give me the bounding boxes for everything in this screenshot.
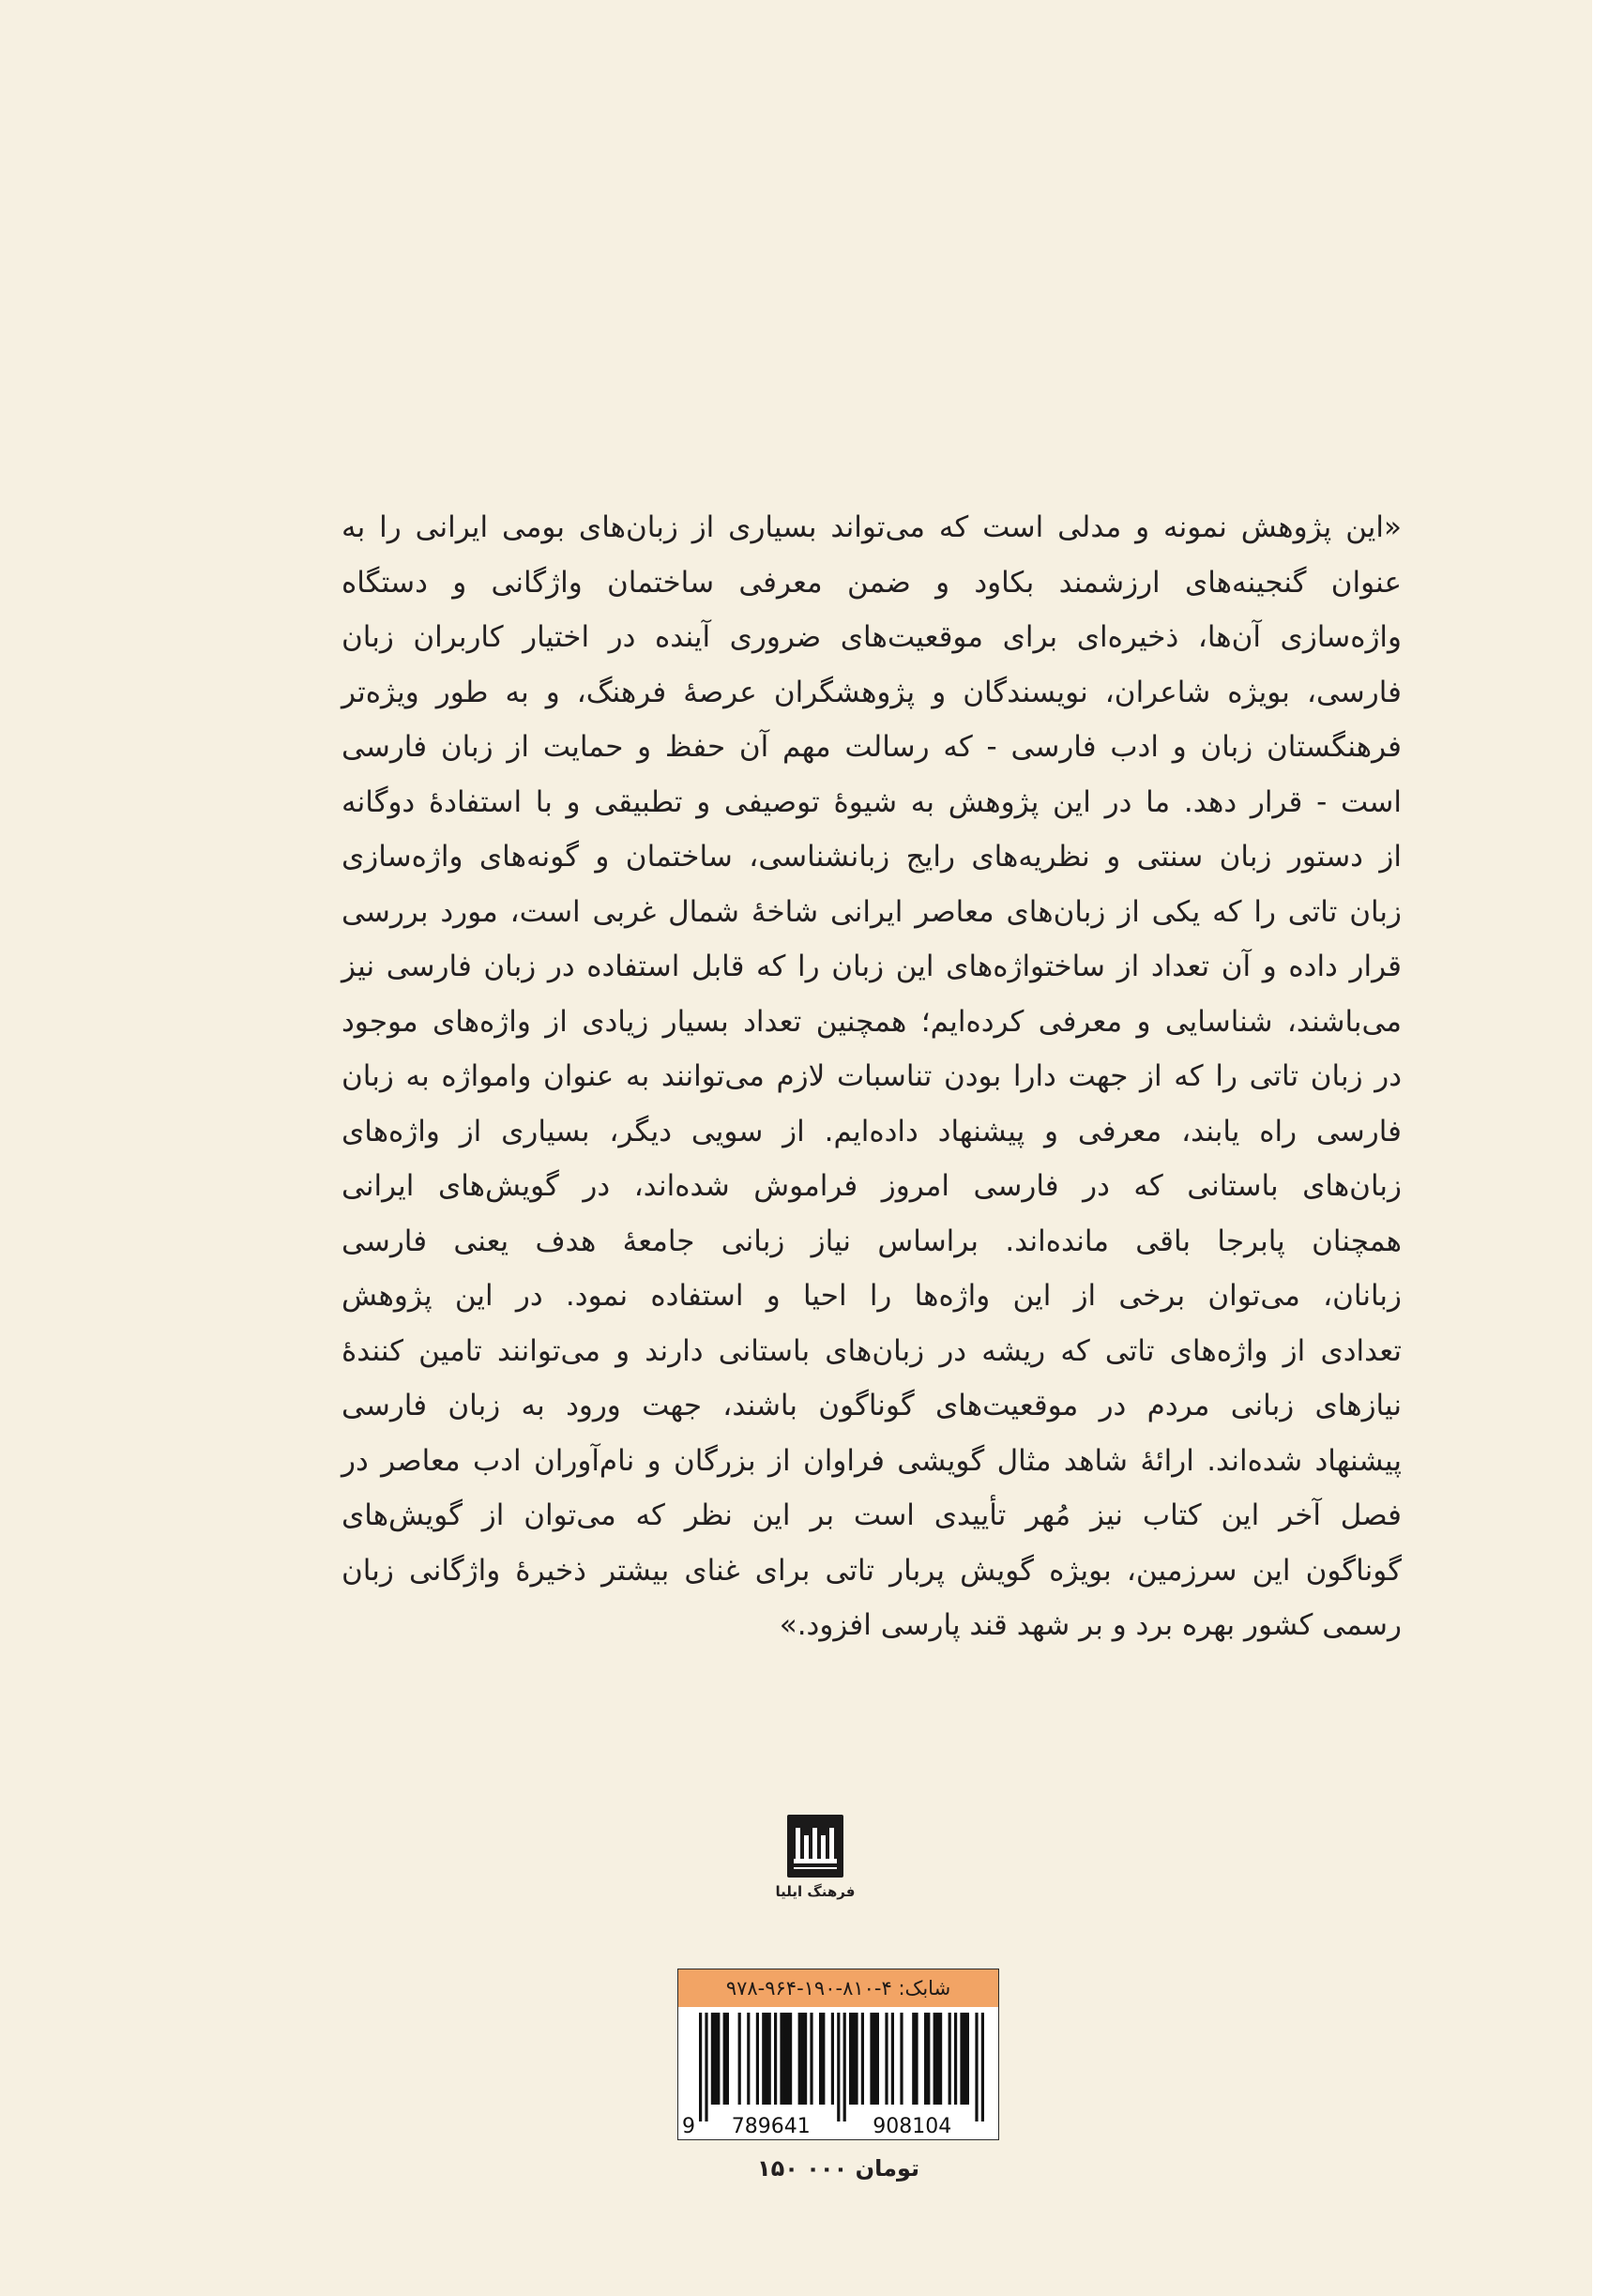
blurb-line: گوناگون این سرزمین، بویژه گویش پربار تاتی برای غنای بیشتر ذخیرهٔ واژگانی زبان (342, 1553, 1402, 1588)
barcode-bar (891, 2013, 894, 2105)
barcode-bar (934, 2013, 943, 2105)
blurb-line: فارسی راه یابند، معرفی و پیشنهاد داده‌ایم. از سویی دیگر، بسیاری از واژه‌های (342, 1114, 1402, 1148)
barcode-bar (738, 2013, 741, 2105)
barcode-bar (798, 2013, 808, 2105)
barcode-bar (774, 2013, 777, 2105)
blurb-line-last: رسمی کشور بهره برد و بر شهد قند پارسی افزود.» (779, 1608, 1402, 1642)
barcode-bar (849, 2013, 858, 2105)
blurb-line: از دستور زبان سنتی و نظریه‌های رایج زبانشناسی، ساختمان و گونه‌های واژه‌سازی (342, 840, 1402, 874)
barcode-guard-bar (981, 2013, 984, 2121)
barcode-bar (756, 2013, 759, 2105)
blurb-line: همچنان پابرجا باقی مانده‌اند. براساس نیاز زبانی جامعهٔ هدف یعنی فارسی (342, 1224, 1402, 1258)
barcode-bar (885, 2013, 888, 2105)
blurb-line: نیازهای زبانی مردم در موقعیت‌های گوناگون باشند، جهت ورود به زبان فارسی (342, 1389, 1402, 1422)
barcode-bar (949, 2013, 951, 2105)
publisher-logo (787, 1815, 843, 1878)
blurb-line: در زبان تاتی را که از جهت دارا بودن تناسبات لازم می‌توانند به عنوان وامواژه به زبان (342, 1059, 1402, 1093)
blurb-line: فرهنگستان زبان و ادب فارسی - که رسالت مهم آن حفظ و حمایت از زبان فارسی (342, 730, 1402, 764)
barcode-bar (861, 2013, 864, 2105)
barcode-bar (912, 2013, 918, 2105)
blurb-line: است - قرار دهد. ما در این پژوهش به شیوهٔ توصیفی و تطبیقی و با استفادهٔ دوگانه (342, 784, 1402, 819)
blurb-text (342, 500, 1402, 1653)
price-label: ۱۵۰ ۰۰۰ تومان (756, 2155, 920, 2182)
barcode-bar (723, 2013, 729, 2105)
publisher-name: فرهنگ ایلیا (775, 1883, 856, 1900)
blurb-line: زبان‌های باستانی که در فارسی امروز فراموش شده‌اند، در گویش‌های ایرانی (342, 1169, 1402, 1203)
barcode-bar (780, 2013, 792, 2105)
barcode-bar (711, 2013, 721, 2105)
blurb-line: فصل آخر این کتاب نیز مُهر تأییدی است بر این نظر که می‌توان از گویش‌های (342, 1498, 1402, 1532)
barcode-bar (810, 2013, 812, 2105)
barcode (678, 2007, 998, 2139)
blurb-line: فارسی، بویژه شاعران، نویسندگان و پژوهشگران عرصهٔ فرهنگ، و به طور ویژه‌تر (342, 675, 1402, 709)
blurb-line: «این پژوهش نمونه و مدلی است که می‌تواند بسیاری از زبان‌های بومی ایرانی را به (342, 510, 1402, 544)
barcode-bar (954, 2013, 957, 2105)
barcode-right-digits: 908104 (873, 2115, 952, 2138)
blurb-line: واژه‌سازی آن‌ها، ذخیره‌ای برای موقعیت‌های ضروری آینده در اختیار کاربران زبان (342, 620, 1402, 654)
barcode-guard-bar (837, 2013, 840, 2121)
barcode-bar (747, 2013, 750, 2105)
barcode-bar (831, 2013, 834, 2105)
barcode-guard-bar (975, 2013, 978, 2121)
cover-edge (1592, 0, 1609, 2296)
barcode-bar (819, 2013, 825, 2105)
isbn-barcode-box (677, 1969, 999, 2140)
blurb-line: زبانان، می‌توان برخی از این واژه‌ها را احیا و استفاده نمود. در این پژوهش (342, 1279, 1402, 1313)
blurb-line: پیشنهاد شده‌اند. ارائهٔ شاهد مثال گویشی فراوان از بزرگان و نام‌آوران ادب معاصر در (342, 1443, 1402, 1478)
barcode-bar (924, 2013, 930, 2105)
publisher-logo-mark-icon (787, 1815, 843, 1878)
isbn-label: شابک: ۴-۸۱۰-۱۹۰-۹۶۴-۹۷۸ (678, 1969, 998, 2007)
barcode-guard-bar (843, 2013, 846, 2121)
barcode-left-digits: 789641 (731, 2115, 811, 2138)
blurb-line: تعدادی از واژه‌های تاتی که ریشه در زبان‌های باستانی دارند و می‌توانند تامین کنندهٔ (342, 1333, 1402, 1368)
blurb-line: عنوان گنجینه‌های ارزشمند بکاود و ضمن معرفی ساختمان واژگانی و دستگاه (342, 565, 1402, 600)
blurb-line: می‌باشند، شناسایی و معرفی کرده‌ایم؛ همچنین تعداد بسیار زیادی از واژه‌های موجود (342, 1004, 1402, 1039)
blurb-line: قرار داده و آن تعداد از ساختواژه‌های این زبان را که قابل استفاده در زبان فارسی نیز (342, 950, 1402, 983)
barcode-bar (960, 2013, 969, 2105)
barcode-bar (900, 2013, 903, 2105)
barcode-guard-bar (699, 2013, 702, 2121)
barcode-guard-bar (705, 2013, 707, 2121)
barcode-bar (762, 2013, 771, 2105)
blurb-line: زبان تاتی را که یکی از زبان‌های معاصر ایرانی شاخهٔ شمال غربی است، مورد بررسی (342, 894, 1402, 929)
barcode-first-digit: 9 (682, 2115, 695, 2138)
barcode-bar (870, 2013, 879, 2105)
